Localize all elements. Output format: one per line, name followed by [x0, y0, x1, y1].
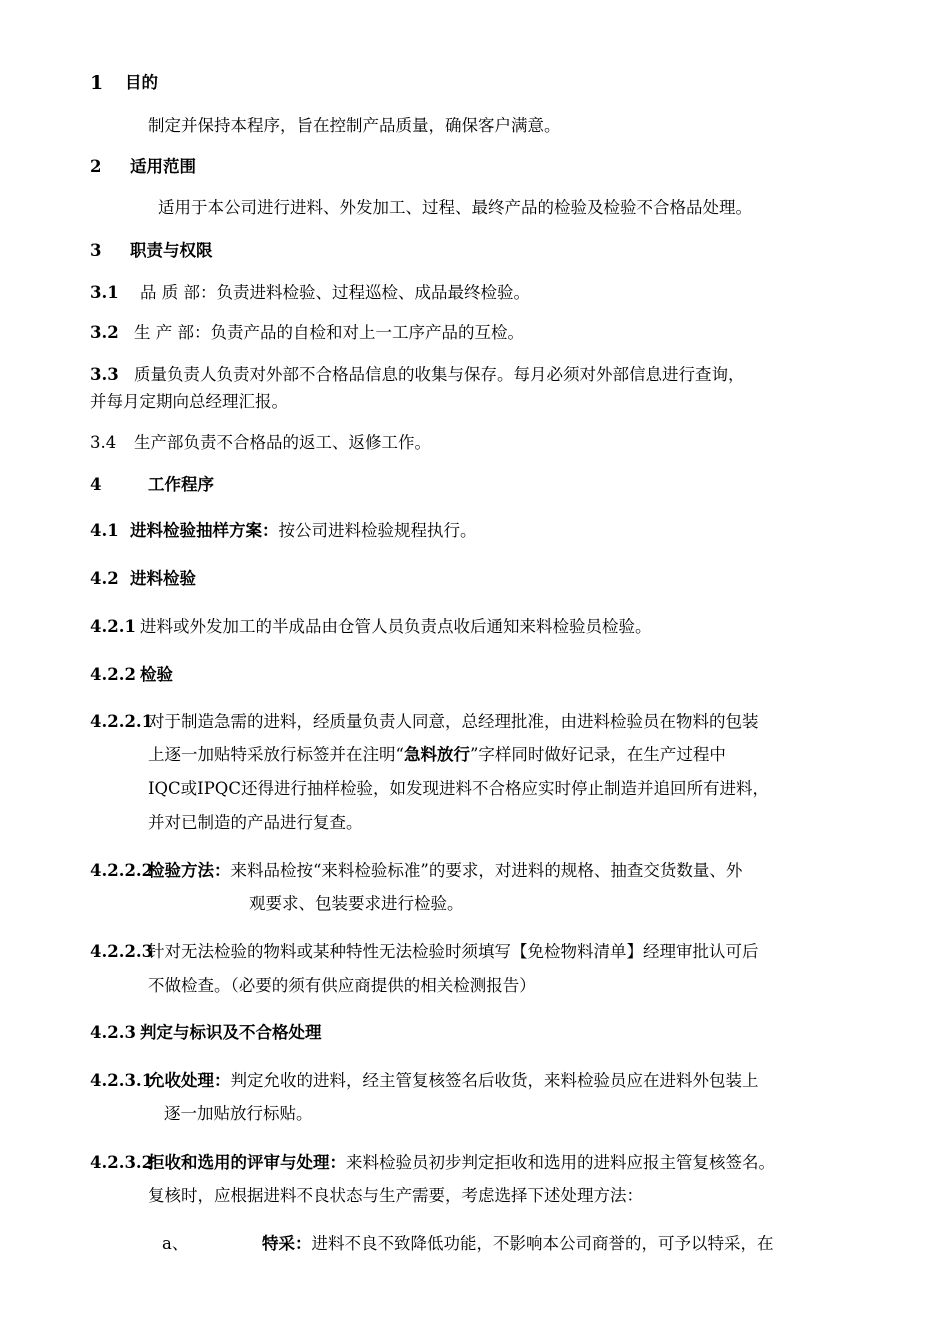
item-4-1-line	[130, 520, 477, 542]
section-1-body: 制定并保持本程序，旨在控制产品质量，确保客户满意。	[148, 116, 561, 135]
item-4-2-2-number: 4.2.2	[90, 665, 136, 684]
item-a-label: 特采：	[262, 1234, 312, 1253]
item-3-2-number: 3.2	[90, 323, 119, 342]
item-4-2-2-1-line2a: 上逐一加贴特采放行标签并在注明“	[148, 745, 404, 764]
item-4-2-1-number: 4.2.1	[90, 617, 136, 636]
item-4-2-2-1-line4: 并对已制造的产品进行复查。	[148, 813, 363, 832]
item-4-2-3-2-number: 4.2.3.2	[90, 1153, 154, 1172]
item-4-2-2-1-line2c: ”字样同时做好记录，在生产过程中	[469, 745, 726, 764]
item-4-2-2-2-label: 检验方法：	[148, 861, 231, 880]
section-1-number: 1	[90, 72, 104, 94]
item-4-1-label: 进料检验抽样方案：	[130, 521, 279, 540]
item-4-2-2-3-line2: 不做检查。（必要的须有供应商提供的相关检测报告）	[148, 976, 536, 995]
item-4-2-2-2-text1: 来料品检按“来料检验标准”的要求，对进料的规格、抽查交货数量、外	[230, 861, 743, 880]
item-3-3-line2: 并每月定期向总经理汇报。	[90, 392, 288, 411]
item-4-2-3-2-label: 拒收和选用的评审与处理：	[148, 1153, 346, 1172]
item-4-2-3-2-line2: 复核时，应根据进料不良状态与生产需要，考虑选择下述处理方法：	[148, 1186, 643, 1205]
item-a-line	[262, 1233, 774, 1255]
item-a-text: 进料不良不致降低功能，不影响本公司商誉的，可予以特采，在	[311, 1234, 774, 1253]
item-3-3-number: 3.3	[90, 365, 119, 384]
item-4-2-3-1-line2: 逐一加贴放行标贴。	[164, 1104, 313, 1123]
section-1-title: 目的	[125, 73, 158, 92]
item-4-2-2-3-number: 4.2.2.3	[90, 942, 154, 961]
item-4-2-2-1-number: 4.2.2.1	[90, 712, 154, 731]
item-4-2-3-1-number: 4.2.3.1	[90, 1071, 154, 1090]
item-3-3-line1: 质量负责人负责对外部不合格品信息的收集与保存。每月必须对外部信息进行查询，	[134, 365, 745, 384]
item-4-1-number: 4.1	[90, 521, 119, 540]
item-4-2-1-text: 进料或外发加工的半成品由仓管人员负责点收后通知来料检验员检验。	[140, 617, 652, 636]
item-4-2-2-3-line1: 针对无法检验的物料或某种特性无法检验时须填写【免检物料清单】经理审批认可后	[148, 942, 759, 961]
item-4-2-3-1-label: 允收处理：	[148, 1071, 231, 1090]
section-3-title: 职责与权限	[130, 241, 213, 260]
item-4-1-text: 按公司进料检验规程执行。	[278, 521, 477, 540]
item-4-2-2-2-number: 4.2.2.2	[90, 861, 154, 880]
section-2-body: 适用于本公司进行进料、外发加工、过程、最终产品的检验及检验不合格品处理。	[158, 198, 752, 217]
item-4-2-3-2-text1: 来料检验员初步判定拒收和选用的进料应报主管复核签名。	[346, 1153, 775, 1172]
item-4-2-2-1-line2	[148, 744, 726, 766]
item-4-2-2-1-line1: 对于制造急需的进料，经质量负责人同意，总经理批准，由进料检验员在物料的包装	[148, 712, 759, 731]
item-4-2-2-1-line3: IQC或IPQC还得进行抽样检验，如发现进料不合格应实时停止制造并追回所有进料，	[148, 779, 769, 798]
section-3-number: 3	[90, 241, 102, 260]
section-4-title: 工作程序	[148, 475, 214, 494]
item-4-2-2-title: 检验	[140, 665, 173, 684]
urgent-release-term: 急料放行	[403, 745, 470, 764]
item-4-2-3-number: 4.2.3	[90, 1023, 136, 1042]
item-4-2-number: 4.2	[90, 569, 119, 588]
item-4-2-title: 进料检验	[130, 569, 196, 588]
section-4-number: 4	[90, 475, 102, 494]
section-2-number: 2	[90, 157, 102, 176]
item-4-2-3-1-line1	[148, 1070, 759, 1092]
item-4-2-2-2-line1	[148, 860, 742, 882]
item-3-4-number: 3.4	[90, 433, 117, 452]
item-a-marker: a、	[162, 1234, 189, 1253]
item-3-4-text: 生产部负责不合格品的返工、返修工作。	[134, 433, 431, 452]
section-2-title: 适用范围	[130, 157, 196, 176]
item-3-2-text: 生 产 部：负责产品的自检和对上一工序产品的互检。	[134, 323, 524, 342]
item-4-2-3-title: 判定与标识及不合格处理	[140, 1023, 322, 1042]
item-4-2-3-2-line1	[148, 1152, 775, 1174]
item-4-2-2-2-line2: 观要求、包装要求进行检验。	[249, 894, 464, 913]
item-4-2-3-1-text1: 判定允收的进料，经主管复核签名后收货，来料检验员应在进料外包装上	[230, 1071, 759, 1090]
item-3-1-number: 3.1	[90, 283, 119, 302]
item-3-1-text: 品 质 部：负责进料检验、过程巡检、成品最终检验。	[140, 283, 530, 302]
